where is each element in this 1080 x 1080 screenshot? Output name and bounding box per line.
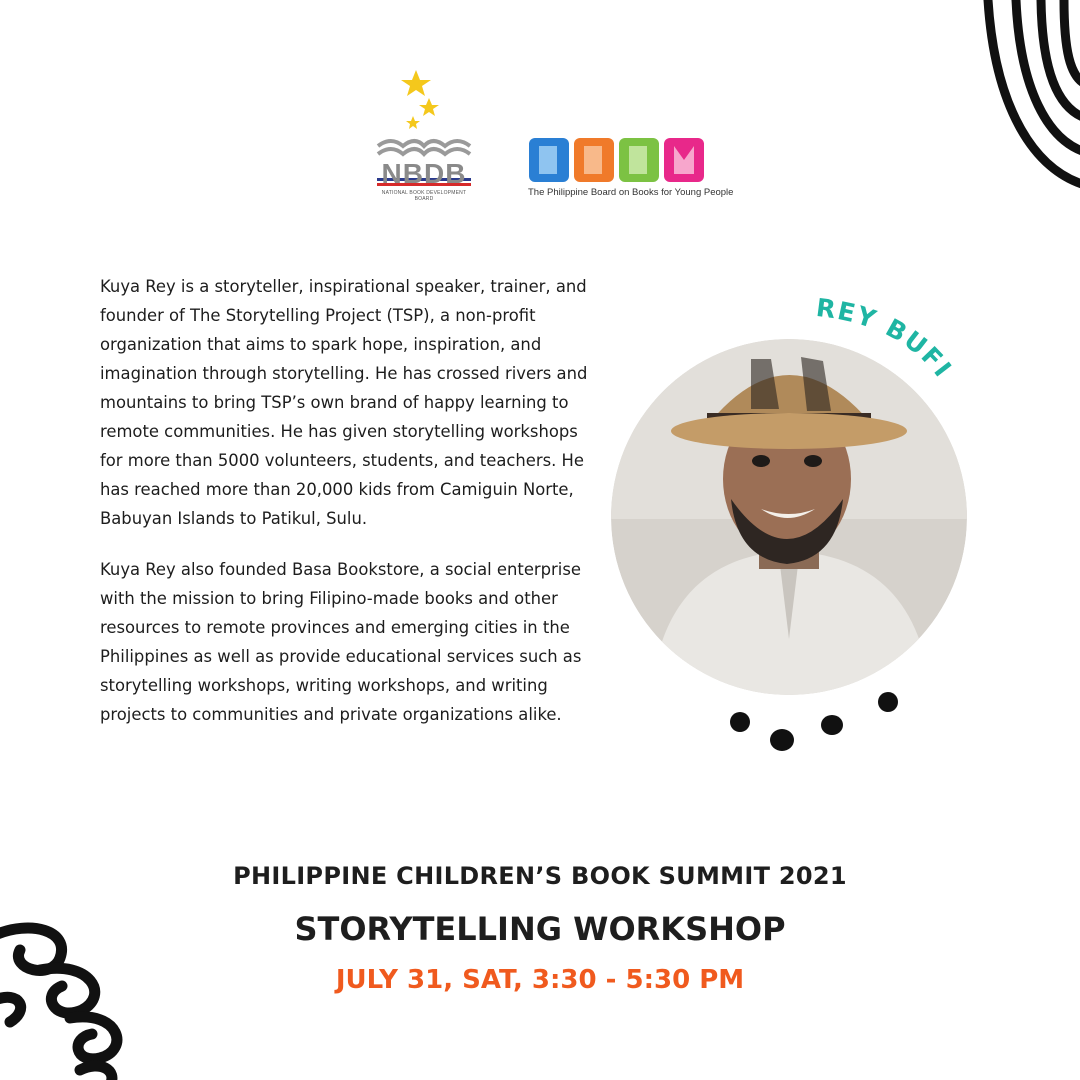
dot-decoration: [720, 680, 920, 770]
star-icon: [401, 70, 431, 96]
speaker-name: REY BUFI: [814, 292, 959, 384]
pbby-tagline: The Philippine Board on Books for Young People: [528, 187, 734, 198]
speaker-photo: [611, 339, 967, 695]
summit-title: PHILIPPINE CHILDREN’S BOOK SUMMIT 2021: [233, 862, 847, 890]
workshop-title: STORYTELLING WORKSHOP: [294, 910, 786, 948]
event-date: JULY 31, SAT, 3:30 - 5:30 PM: [335, 965, 745, 995]
pbby-logo: [527, 134, 707, 186]
pbby-letter-y: [664, 138, 704, 182]
pbby-letter-b: [574, 138, 614, 182]
pbby-letter-b2: [619, 138, 659, 182]
pbby-letter-p: [529, 138, 569, 182]
star-icon: [419, 98, 439, 116]
bio-paragraph: Kuya Rey also founded Basa Bookstore, a social enterprise with the mission to bring Filipino-made books and other resources to remote provinces and emerging cities in the Philippines as well as provide educational services such as storytelling workshops, writing workshops, and writing projects to communities and private organizations alike.: [100, 560, 582, 724]
nbdb-subtitle: NATIONAL BOOK DEVELOPMENT BOARD: [381, 190, 467, 202]
bio-paragraph: Kuya Rey is a storyteller, inspirational speaker, trainer, and founder of The Storytelling Project (TSP), a non-profit organization that aims to spark hope, inspiration, and imagination through storytelling. He has crossed rivers and mountains to bring TSP’s own brand of happy learning to remote communities. He has given storytelling workshops for more than 5000 volunteers, students, and teachers. He has reached more than 20,000 kids from Camiguin Norte, Babuyan Islands to Patikul, Sulu.: [100, 277, 588, 528]
partner-logos: [0, 66, 1080, 206]
speaker-bio: [100, 272, 590, 751]
star-icon: [406, 116, 420, 129]
nbdb-wordmark: NBDB: [381, 158, 467, 189]
